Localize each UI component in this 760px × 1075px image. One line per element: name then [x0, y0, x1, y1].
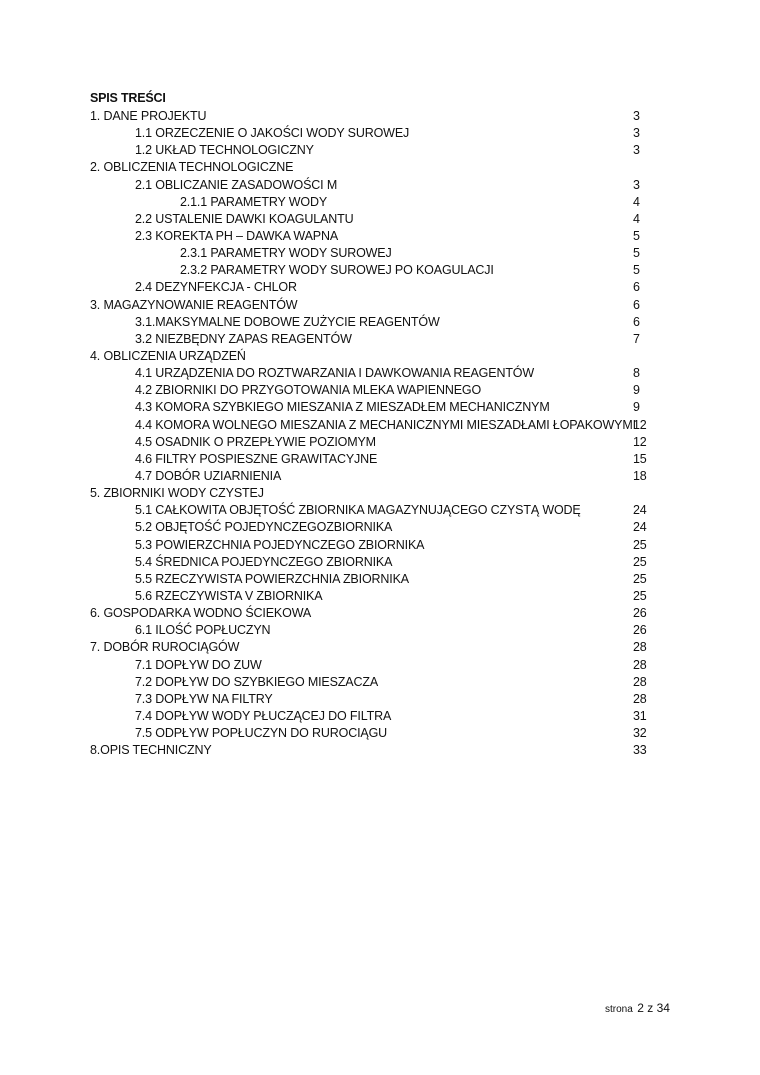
toc-entry-label: 6. GOSPODARKA WODNO ŚCIEKOWA [90, 606, 312, 621]
toc-entry-page-number: 24 [633, 503, 647, 518]
toc-entry-label: 6.1 ILOŚĆ POPŁUCZYN [135, 623, 271, 638]
toc-entry-label: 7.3 DOPŁYW NA FILTRY [135, 691, 273, 706]
toc-entry [90, 365, 650, 382]
toc-entry-label: 2.3.1 PARAMETRY WODY SUROWEJ [180, 246, 392, 261]
toc-entry-page-number: 32 [633, 726, 647, 741]
toc-entry-page-number: 4 [633, 194, 640, 209]
toc-entry-page-number: 7 [633, 331, 640, 346]
toc-title: SPIS TREŚCI [90, 91, 166, 105]
toc-entry-page-number: 28 [633, 674, 647, 689]
toc-entry [90, 691, 650, 708]
toc-entry-page-number: 15 [633, 451, 647, 466]
toc-entry-page-number: 18 [633, 468, 647, 483]
toc-entry-label: 4.5 OSADNIK O PRZEPŁYWIE POZIOMYM [135, 434, 376, 449]
toc-entry [90, 297, 650, 314]
toc-entry [90, 451, 650, 468]
toc-entry-label: 7.2 DOPŁYW DO SZYBKIEGO MIESZACZA [135, 674, 379, 689]
toc-entry-label: 5.1 CAŁKOWITA OBJĘTOŚĆ ZBIORNIKA MAGAZYNUJĄCEGO CZYSTĄ WODĘ [135, 503, 581, 518]
toc-entry [90, 554, 650, 571]
toc-entry-page-number: 4 [633, 211, 640, 226]
toc-entry-label: 5.5 RZECZYWISTA POWIERZCHNIA ZBIORNIKA [135, 571, 409, 586]
toc-entry-label: 4.2 ZBIORNIKI DO PRZYGOTOWANIA MLEKA WAPIENNEGO [135, 383, 482, 398]
toc-entry [90, 519, 650, 536]
toc-entry [90, 194, 650, 211]
toc-entry [90, 159, 650, 176]
toc-entry-page-number: 33 [633, 743, 647, 758]
toc-entry [90, 125, 650, 142]
toc-entry [90, 502, 650, 519]
toc-entry-label: 2.1.1 PARAMETRY WODY [180, 194, 328, 209]
toc-entry-label: 2.3 KOREKTA PH – DAWKA WAPNA [135, 228, 339, 243]
toc-entry-label: 3. MAGAZYNOWANIE REAGENTÓW [90, 297, 298, 312]
toc-entry-label: 8.OPIS TECHNICZNY [90, 743, 212, 758]
toc-entry-label: 1.2 UKŁAD TECHNOLOGICZNY [135, 143, 314, 158]
toc-entry-label: 3.1.MAKSYMALNE DOBOWE ZUŻYCIE REAGENTÓW [135, 314, 440, 329]
toc-entry-label: 2.3.2 PARAMETRY WODY SUROWEJ PO KOAGULACJI [180, 263, 494, 278]
toc-entry-page-number: 26 [633, 606, 647, 621]
toc-entry-label: 2.4 DEZYNFEKCJA - CHLOR [135, 280, 297, 295]
toc-entry-label: 7. DOBÓR RUROCIĄGÓW [90, 640, 240, 655]
toc-list [90, 108, 650, 759]
toc-entry [90, 571, 650, 588]
toc-entry-label: 5.6 RZECZYWISTA V ZBIORNIKA [135, 588, 323, 603]
toc-entry-page-number: 25 [633, 537, 647, 552]
toc-entry-label: 4.1 URZĄDZENIA DO ROZTWARZANIA I DAWKOWANIA REAGENTÓW [135, 366, 535, 381]
toc-entry [90, 245, 650, 262]
toc-entry [90, 674, 650, 691]
toc-entry-page-number: 25 [633, 554, 647, 569]
footer-page-number: 2 z 34 [637, 1001, 670, 1015]
toc-entry-label: 2.1 OBLICZANIE ZASADOWOŚCI M [135, 177, 338, 192]
toc-entry [90, 657, 650, 674]
toc-entry-page-number: 3 [633, 126, 640, 141]
footer-page-word: strona [605, 1004, 633, 1015]
toc-entry [90, 348, 650, 365]
toc-entry-page-number: 25 [633, 588, 647, 603]
toc-entry-label: 4.3 KOMORA SZYBKIEGO MIESZANIA Z MIESZADŁEM MECHANICZNYM [135, 400, 550, 415]
toc-entry [90, 622, 650, 639]
toc-entry-label: 1. DANE PROJEKTU [90, 109, 207, 123]
toc-entry [90, 211, 650, 228]
toc-entry-page-number: 6 [633, 280, 640, 295]
toc-entry [90, 434, 650, 451]
toc-entry [90, 399, 650, 416]
toc-entry [90, 468, 650, 485]
toc-entry-page-number: 3 [633, 109, 640, 123]
toc-entry [90, 279, 650, 296]
toc-entry [90, 417, 650, 434]
toc-entry-page-number: 31 [633, 708, 647, 723]
toc-entry-page-number: 12 [633, 434, 647, 449]
toc-entry [90, 639, 650, 656]
page-footer [605, 999, 670, 1017]
toc-entry-page-number: 12 [633, 417, 647, 432]
toc-entry-page-number: 28 [633, 657, 647, 672]
toc-entry-label: 5.2 OBJĘTOŚĆ POJEDYNCZEGOZBIORNIKA [135, 520, 393, 535]
toc-entry [90, 382, 650, 399]
toc-entry [90, 228, 650, 245]
toc-entry [90, 177, 650, 194]
toc-entry-page-number: 25 [633, 571, 647, 586]
toc-entry-label: 2.2 USTALENIE DAWKI KOAGULANTU [135, 211, 354, 226]
toc-entry [90, 742, 650, 759]
toc-entry-label: 4.6 FILTRY POSPIESZNE GRAWITACYJNE [135, 451, 378, 466]
toc-entry-label: 2. OBLICZENIA TECHNOLOGICZNE [90, 160, 294, 175]
toc-entry [90, 605, 650, 622]
toc-entry-page-number: 3 [633, 177, 640, 192]
toc-entry [90, 588, 650, 605]
toc-entry [90, 708, 650, 725]
toc-entry-page-number: 6 [633, 297, 640, 312]
toc-entry-page-number: 5 [633, 263, 640, 278]
toc-entry-label: 7.5 ODPŁYW POPŁUCZYN DO RUROCIĄGU [135, 726, 388, 741]
toc-entry-label: 5.3 POWIERZCHNIA POJEDYNCZEGO ZBIORNIKA [135, 537, 425, 552]
toc-entry-page-number: 24 [633, 520, 647, 535]
toc-entry-label: 1.1 ORZECZENIE O JAKOŚCI WODY SUROWEJ [135, 126, 410, 141]
toc-entry [90, 537, 650, 554]
toc-entry-page-number: 5 [633, 228, 640, 243]
toc-entry-page-number: 6 [633, 314, 640, 329]
toc-entry-page-number: 9 [633, 400, 640, 415]
toc-entry [90, 262, 650, 279]
toc-entry-page-number: 26 [633, 623, 647, 638]
toc-entry-label: 7.1 DOPŁYW DO ZUW [135, 657, 262, 672]
toc-entry-page-number: 28 [633, 640, 647, 655]
toc-entry-label: 4. OBLICZENIA URZĄDZEŃ [90, 348, 246, 363]
toc-entry-page-number: 28 [633, 691, 647, 706]
toc-entry [90, 142, 650, 159]
toc-entry [90, 314, 650, 331]
toc-entry-label: 3.2 NIEZBĘDNY ZAPAS REAGENTÓW [135, 331, 352, 346]
toc-entry-label: 5.4 ŚREDNICA POJEDYNCZEGO ZBIORNIKA [135, 554, 393, 569]
toc-entry-label: 5. ZBIORNIKI WODY CZYSTEJ [90, 486, 264, 501]
toc-entry-page-number: 5 [633, 246, 640, 261]
toc-entry-page-number: 3 [633, 143, 640, 158]
toc-entry-page-number: 9 [633, 383, 640, 398]
toc-entry [90, 485, 650, 502]
toc-entry [90, 108, 650, 125]
toc-entry-label: 4.7 DOBÓR UZIARNIENIA [135, 468, 282, 483]
toc-entry-page-number: 8 [633, 366, 640, 381]
toc-entry-label: 7.4 DOPŁYW WODY PŁUCZĄCEJ DO FILTRA [135, 708, 392, 723]
toc-entry [90, 725, 650, 742]
toc-entry-label: 4.4 KOMORA WOLNEGO MIESZANIA Z MECHANICZNYMI MIESZADŁAMI ŁOPAKOWYMI [135, 417, 636, 432]
toc-entry [90, 331, 650, 348]
